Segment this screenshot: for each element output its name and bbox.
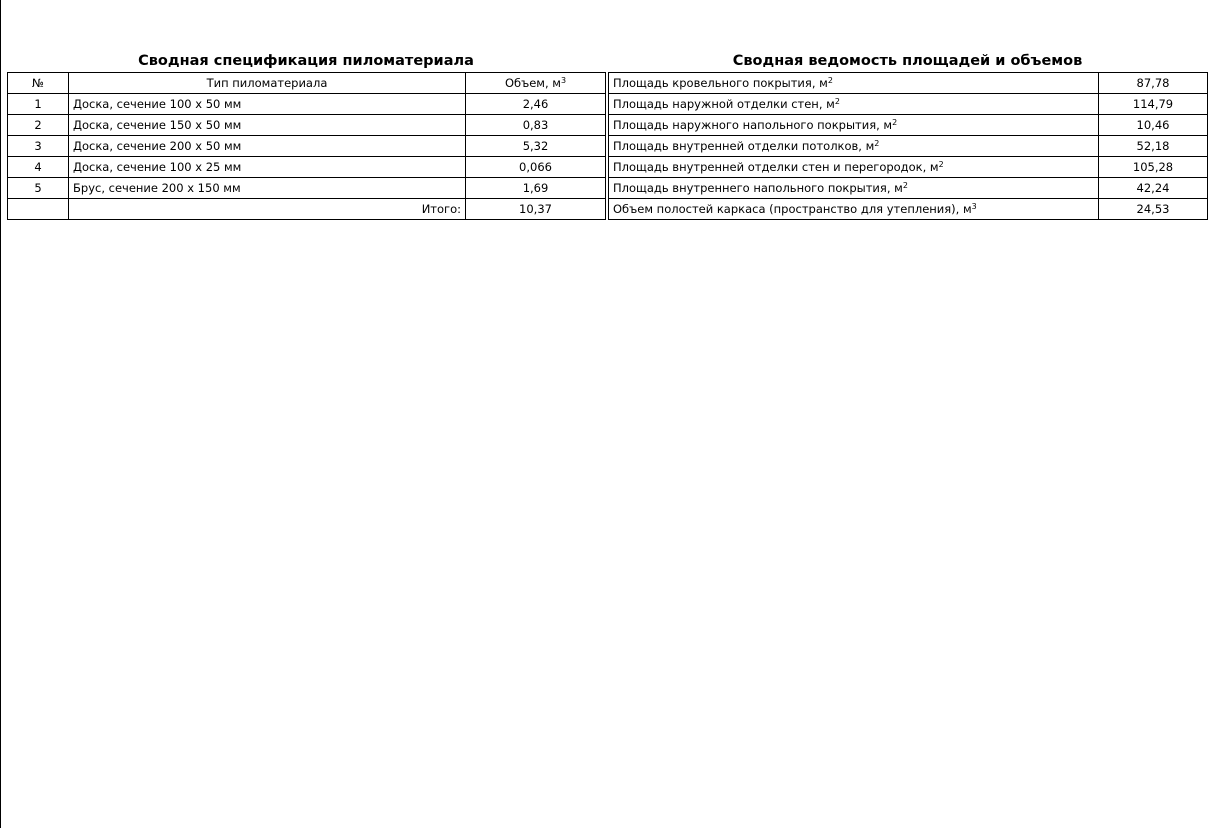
lumber-spec-title: Сводная спецификация пиломатериала (138, 53, 474, 69)
unit-sup: 2 (874, 139, 880, 148)
areas-summary-block (608, 50, 1207, 220)
volume-label-text: Объем полостей каркаса (пространство для утепления), м (613, 202, 972, 216)
area-label (609, 157, 1099, 178)
row-type: Брус, сечение 200 х 150 мм (69, 178, 466, 199)
areas-summary-title: Сводная ведомость площадей и объемов (732, 53, 1083, 69)
area-label-text: Площадь наружного напольного покрытия, м (613, 118, 893, 132)
table-row (8, 136, 606, 157)
header-volume-unit-sup: 3 (560, 76, 567, 85)
unit-sup: 3 (971, 202, 977, 211)
total-num-empty (8, 199, 69, 220)
row-type: Доска, сечение 150 х 50 мм (69, 115, 466, 136)
row-volume: 2,46 (466, 94, 606, 115)
row-type: Доска, сечение 100 х 50 мм (69, 94, 466, 115)
row-type: Доска, сечение 200 х 50 мм (69, 136, 466, 157)
table-row (609, 73, 1208, 94)
area-label (609, 136, 1099, 157)
area-label (609, 178, 1099, 199)
area-value: 10,46 (1099, 115, 1208, 136)
row-num: 4 (8, 157, 69, 178)
row-volume: 5,32 (466, 136, 606, 157)
table-row (609, 178, 1208, 199)
area-value: 114,79 (1099, 94, 1208, 115)
areas-summary-table (608, 72, 1208, 220)
area-value: 87,78 (1099, 73, 1208, 94)
table-row (8, 157, 606, 178)
row-volume: 0,066 (466, 157, 606, 178)
area-label (609, 94, 1099, 115)
area-label-text: Площадь внутренней отделки потолков, м (613, 139, 875, 153)
table-header-row (8, 73, 606, 94)
area-label (609, 73, 1099, 94)
table-row (8, 94, 606, 115)
table-row (609, 157, 1208, 178)
area-value: 52,18 (1099, 136, 1208, 157)
area-value: 42,24 (1099, 178, 1208, 199)
table-row (609, 94, 1208, 115)
unit-sup: 2 (902, 181, 908, 190)
unit-sup: 2 (827, 76, 833, 85)
area-label-text: Площадь наружной отделки стен, м (613, 97, 835, 111)
total-value: 10,37 (466, 199, 606, 220)
header-volume (466, 73, 606, 94)
unit-sup: 2 (834, 97, 840, 106)
table-row (609, 136, 1208, 157)
table-row (609, 199, 1208, 220)
row-num: 1 (8, 94, 69, 115)
header-type: Тип пиломатериала (69, 73, 466, 94)
area-label (609, 115, 1099, 136)
row-num: 3 (8, 136, 69, 157)
page-left-border (0, 0, 1, 828)
area-value: 105,28 (1099, 157, 1208, 178)
area-label-text: Площадь внутренней отделки стен и перегородок, м (613, 160, 939, 174)
table-row (8, 115, 606, 136)
row-type: Доска, сечение 100 х 25 мм (69, 157, 466, 178)
table-row (609, 115, 1208, 136)
row-num: 5 (8, 178, 69, 199)
header-volume-text: Объем, м (504, 76, 561, 90)
table-row (8, 178, 606, 199)
row-volume: 1,69 (466, 178, 606, 199)
unit-sup: 2 (938, 160, 944, 169)
total-label: Итого: (69, 199, 466, 220)
header-num: № (8, 73, 69, 94)
volume-label (609, 199, 1099, 220)
total-row (8, 199, 606, 220)
volume-value: 24,53 (1099, 199, 1208, 220)
lumber-spec-table (7, 72, 606, 220)
area-label-text: Площадь внутреннего напольного покрытия, м (613, 181, 903, 195)
lumber-spec-block (7, 50, 605, 220)
area-label-text: Площадь кровельного покрытия, м (613, 76, 828, 90)
unit-sup: 2 (892, 118, 898, 127)
row-num: 2 (8, 115, 69, 136)
row-volume: 0,83 (466, 115, 606, 136)
